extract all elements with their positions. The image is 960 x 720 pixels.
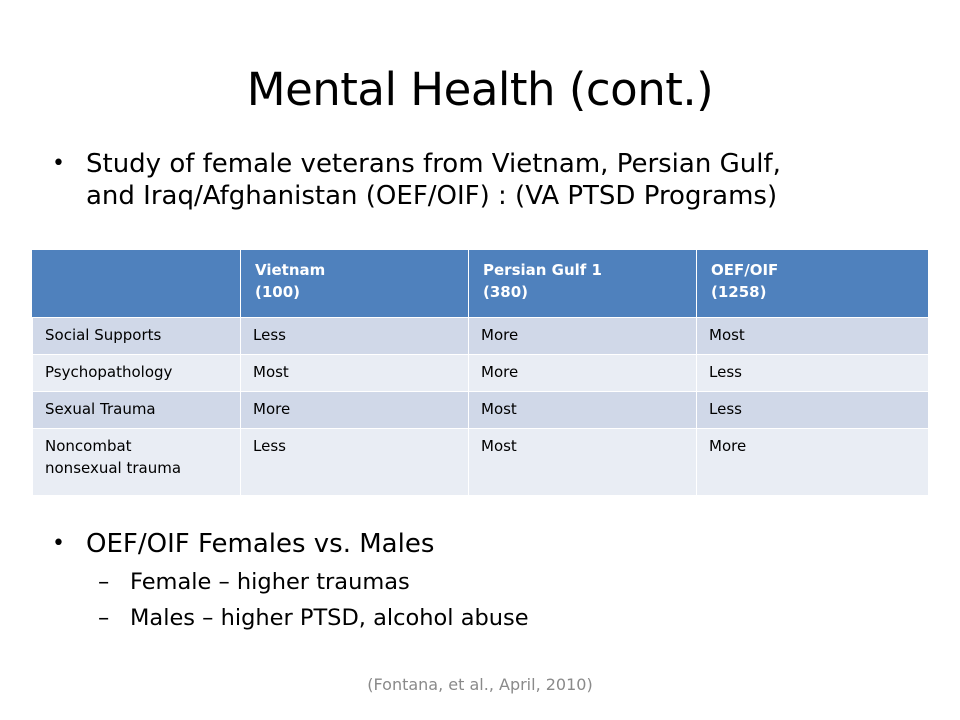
row-label-cell	[33, 429, 241, 496]
header-cell-blank	[33, 250, 241, 318]
sub-bullet-item	[98, 564, 912, 600]
sub-bullet-list	[98, 564, 912, 636]
row-label-line-1: Social Supports	[45, 326, 162, 344]
table-row	[33, 392, 929, 429]
table-cell: Most	[469, 429, 697, 496]
header-3-line-1: OEF/OIF	[711, 261, 779, 279]
table-cell: More	[697, 429, 929, 496]
citation: (Fontana, et al., April, 2010)	[367, 675, 593, 694]
header-2-line-1: Persian Gulf 1	[483, 261, 602, 279]
table-cell: Most	[241, 355, 469, 392]
row-label-cell	[33, 355, 241, 392]
header-cell-oef-oif	[697, 250, 929, 318]
row-label-cell	[33, 318, 241, 355]
header-1-line-1: Vietnam	[255, 261, 326, 279]
table-cell: More	[469, 318, 697, 355]
bullet-study-line-2: and Iraq/Afghanistan (OEF/OIF) : (VA PTSD Programs)	[86, 181, 778, 211]
bullet-dot-icon: •	[52, 151, 65, 176]
slide-title: Mental Health (cont.)	[246, 63, 714, 116]
bullet-study-text	[86, 148, 781, 212]
row-label-line-1: Psychopathology	[45, 363, 173, 381]
table-cell: Less	[697, 392, 929, 429]
table-cell: Less	[241, 318, 469, 355]
sub-bullet-text: Males – higher PTSD, alcohol abuse	[130, 605, 529, 631]
table-cell: More	[241, 392, 469, 429]
table-cell: Less	[241, 429, 469, 496]
row-label-line-2: nonsexual trauma	[45, 459, 182, 477]
table-cell: Most	[469, 392, 697, 429]
dash-bullet-icon: –	[98, 605, 110, 631]
table-cell: Most	[697, 318, 929, 355]
header-2-line-2: (380)	[483, 283, 529, 301]
sub-bullet-text: Female – higher traumas	[130, 569, 410, 595]
table-row	[33, 429, 929, 496]
bullet-study	[52, 148, 912, 212]
header-3-line-2: (1258)	[711, 283, 767, 301]
row-label-cell	[33, 392, 241, 429]
table-header-row	[33, 250, 929, 318]
header-cell-vietnam	[241, 250, 469, 318]
bullet-dot-icon: •	[52, 531, 65, 556]
header-cell-persian-gulf	[469, 250, 697, 318]
table-cell: More	[469, 355, 697, 392]
table-row	[33, 355, 929, 392]
sub-bullet-item	[98, 600, 912, 636]
bullet-comparison-text: OEF/OIF Females vs. Males	[86, 529, 435, 559]
comparison-table	[32, 249, 929, 496]
table-cell: Less	[697, 355, 929, 392]
header-1-line-2: (100)	[255, 283, 301, 301]
row-label-line-1: Sexual Trauma	[45, 400, 156, 418]
table-row	[33, 318, 929, 355]
bullet-comparison	[52, 528, 912, 636]
bullet-study-line-1: Study of female veterans from Vietnam, Persian Gulf,	[86, 149, 781, 179]
dash-bullet-icon: –	[98, 569, 110, 595]
row-label-line-1: Noncombat	[45, 437, 132, 455]
